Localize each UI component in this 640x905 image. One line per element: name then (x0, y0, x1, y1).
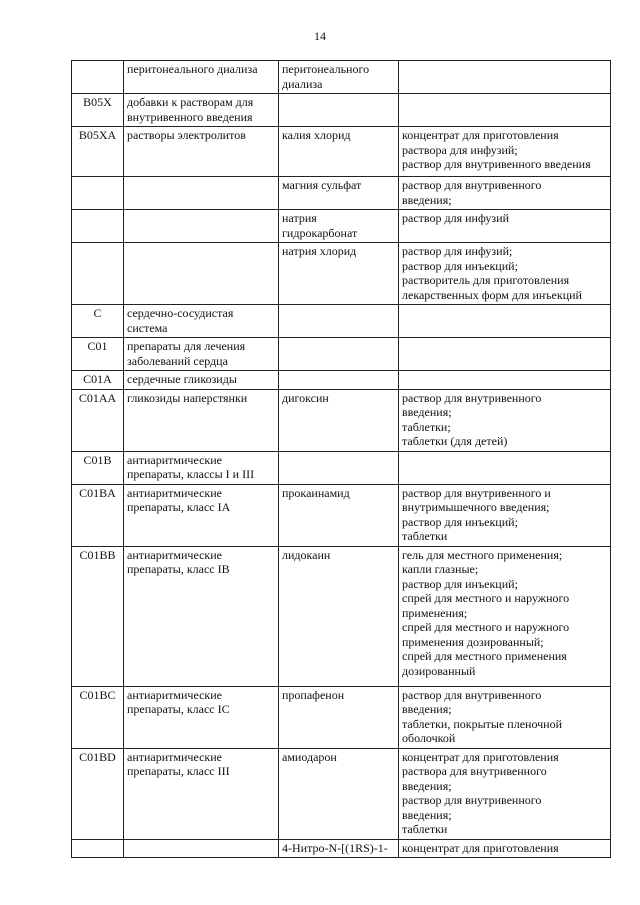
forms-line: таблетки (402, 822, 448, 836)
forms-line: введения; (402, 405, 452, 419)
table-row (72, 94, 611, 127)
group-line: препараты для лечения (127, 339, 246, 353)
group-line: препараты, класс IA (127, 500, 231, 514)
name-line: лидокаин (282, 547, 331, 562)
forms-line: спрей для местного и наружного (402, 620, 570, 634)
table-row (72, 839, 611, 858)
forms-line: раствор для внутривенного (402, 793, 542, 807)
dosage-forms-cell (399, 177, 611, 210)
table-row (72, 305, 611, 338)
forms-line: введения; (402, 778, 452, 793)
atc-code: C01BB (79, 547, 116, 562)
drug-name-cell (279, 210, 399, 243)
pharmacological-group-cell (124, 546, 279, 686)
pharmacological-group-cell (124, 686, 279, 748)
forms-line: введения; (402, 702, 452, 716)
pharmacological-group-cell (124, 484, 279, 546)
name-line: перитонеального (282, 62, 370, 76)
name-line: калия хлорид (282, 128, 351, 142)
atc-code-cell (72, 748, 124, 839)
group-line: антиаритмические (127, 452, 222, 467)
drug-name-cell (279, 243, 399, 305)
forms-line: раствор для внутривенного (402, 390, 542, 405)
atc-code-cell (72, 243, 124, 305)
dosage-forms-cell (399, 127, 611, 177)
dosage-forms-cell (399, 305, 611, 338)
table-row (72, 371, 611, 390)
drug-name-cell (279, 546, 399, 686)
dosage-forms-cell (399, 61, 611, 94)
forms-line: концентрат для приготовления (402, 749, 559, 764)
name-line: амиодарон (282, 749, 337, 764)
group-line: препараты, классы I и III (127, 467, 255, 481)
drug-name-cell (279, 839, 399, 858)
forms-line: раствора для внутривенного (402, 764, 547, 778)
pharmacological-group-cell (124, 389, 279, 451)
dosage-forms-cell (399, 686, 611, 748)
group-line: сердечно-сосудистая (127, 306, 234, 320)
name-line: натрия хлорид (282, 244, 357, 258)
drug-name-cell (279, 451, 399, 484)
name-line: диализа (282, 76, 323, 91)
name-line: магния сульфат (282, 178, 362, 192)
forms-line: таблетки; (402, 419, 451, 434)
group-line: антиаритмические (127, 547, 222, 562)
atc-code: C01B (83, 452, 112, 467)
forms-line: раствор для инфузий; (402, 244, 513, 258)
drug-name-cell (279, 338, 399, 371)
dosage-forms-cell (399, 484, 611, 546)
atc-code-cell (72, 839, 124, 858)
dosage-forms-cell (399, 210, 611, 243)
forms-line: дозированный (402, 663, 476, 678)
atc-code-cell (72, 94, 124, 127)
table-row (72, 686, 611, 748)
dosage-forms-cell (399, 546, 611, 686)
group-line: заболеваний сердца (127, 353, 228, 368)
drug-name-cell (279, 94, 399, 127)
atc-code-cell (72, 210, 124, 243)
atc-code-cell (72, 61, 124, 94)
drug-name-cell (279, 389, 399, 451)
group-line: добавки к растворам для (127, 95, 254, 109)
name-line: прокаинамид (282, 485, 350, 500)
group-line: растворы электролитов (127, 128, 246, 142)
forms-line: спрей для местного применения (402, 649, 567, 663)
forms-line: раствор для инфузий (402, 211, 509, 225)
pharmacological-group-cell (124, 338, 279, 371)
group-line: препараты, класс IC (127, 702, 230, 716)
pharmacological-group-cell (124, 305, 279, 338)
table-row (72, 451, 611, 484)
forms-line: раствор для внутривенного (402, 178, 542, 192)
pharmacological-group-cell (124, 451, 279, 484)
drug-name-cell (279, 61, 399, 94)
forms-line: внутримышечного введения; (402, 500, 550, 514)
atc-code-cell (72, 686, 124, 748)
pharmacological-group-cell (124, 177, 279, 210)
name-line: 4-Нитро-N-[(1RS)-1- (282, 840, 388, 855)
group-line: система (127, 320, 168, 335)
table-row (72, 546, 611, 686)
dosage-forms-cell (399, 371, 611, 390)
group-line: антиаритмические (127, 749, 222, 764)
dosage-forms-cell (399, 94, 611, 127)
pharmacological-group-cell (124, 371, 279, 390)
dosage-forms-cell (399, 389, 611, 451)
drug-name-cell (279, 484, 399, 546)
dosage-forms-cell (399, 451, 611, 484)
atc-code-cell (72, 127, 124, 177)
forms-line: раствор для инъекций; (402, 576, 518, 591)
table-row (72, 177, 611, 210)
group-line: антиаритмические (127, 485, 222, 500)
atc-code: C (93, 306, 102, 320)
forms-line: концентрат для приготовления (402, 840, 559, 855)
pharmacological-group-cell (124, 127, 279, 177)
table-row (72, 389, 611, 451)
dosage-forms-cell (399, 338, 611, 371)
drug-list-table (71, 60, 611, 858)
forms-line: раствор для внутривенного введения (402, 157, 591, 171)
group-line: сердечные гликозиды (127, 372, 237, 386)
pharmacological-group-cell (124, 61, 279, 94)
table-row (72, 61, 611, 94)
forms-line: применения дозированный; (402, 634, 544, 649)
forms-line: раствор для внутривенного (402, 687, 542, 702)
page-number: 14 (314, 29, 326, 43)
group-line: внутривенного введения (127, 109, 253, 124)
group-line: препараты, класс IB (127, 562, 230, 576)
table-row (72, 484, 611, 546)
name-line: натрия (282, 211, 317, 225)
atc-code: C01AA (78, 390, 117, 405)
atc-code: C01BA (79, 485, 116, 500)
name-line: гидрокарбонат (282, 225, 358, 240)
atc-code: C01 (87, 339, 108, 353)
forms-line: спрей для местного и наружного (402, 591, 570, 605)
table-row (72, 338, 611, 371)
forms-line: введения; (402, 807, 452, 822)
atc-code-cell (72, 451, 124, 484)
pharmacological-group-cell (124, 839, 279, 858)
forms-line: таблетки (для детей) (402, 434, 508, 448)
pharmacological-group-cell (124, 94, 279, 127)
table-row (72, 210, 611, 243)
atc-code-cell (72, 338, 124, 371)
dosage-forms-cell (399, 243, 611, 305)
forms-line: введения; (402, 192, 452, 207)
group-line: гликозиды наперстянки (127, 390, 248, 405)
atc-code: C01A (83, 372, 112, 386)
group-line: препараты, класс III (127, 764, 230, 778)
atc-code: B05XA (78, 128, 117, 142)
atc-code-cell (72, 177, 124, 210)
table-row (72, 748, 611, 839)
forms-line: оболочкой (402, 731, 456, 745)
forms-line: раствора для инфузий; (402, 142, 518, 157)
name-line: пропафенон (282, 687, 345, 702)
group-line: перитонеального диализа (127, 62, 258, 76)
table-row (72, 243, 611, 305)
drug-name-cell (279, 371, 399, 390)
pharmacological-group-cell (124, 748, 279, 839)
drug-name-cell (279, 177, 399, 210)
forms-line: применения; (402, 605, 468, 620)
atc-code-cell (72, 484, 124, 546)
forms-line: таблетки, покрытые пленочной (402, 716, 563, 731)
forms-line: раствор для инъекций; (402, 258, 518, 273)
forms-line: концентрат для приготовления (402, 128, 559, 142)
atc-code: B05X (83, 95, 112, 109)
forms-line: таблетки (402, 529, 448, 543)
forms-line: раствор для внутривенного и (402, 485, 551, 500)
pharmacological-group-cell (124, 243, 279, 305)
forms-line: лекарственных форм для инъекций (402, 287, 582, 302)
drug-name-cell (279, 686, 399, 748)
forms-line: гель для местного применения; (402, 547, 563, 562)
name-line: дигоксин (282, 390, 329, 405)
atc-code-cell (72, 546, 124, 686)
table-row (72, 127, 611, 177)
atc-code: C01BD (79, 749, 116, 764)
atc-code-cell (72, 371, 124, 390)
dosage-forms-cell (399, 839, 611, 858)
forms-line: раствор для инъекций; (402, 514, 518, 529)
drug-name-cell (279, 305, 399, 338)
drug-name-cell (279, 127, 399, 177)
atc-code-cell (72, 305, 124, 338)
group-line: антиаритмические (127, 687, 222, 702)
atc-code-cell (72, 389, 124, 451)
drug-name-cell (279, 748, 399, 839)
pharmacological-group-cell (124, 210, 279, 243)
atc-code: C01BC (79, 687, 116, 702)
forms-line: растворитель для приготовления (402, 273, 570, 287)
dosage-forms-cell (399, 748, 611, 839)
forms-line: капли глазные; (402, 562, 479, 576)
